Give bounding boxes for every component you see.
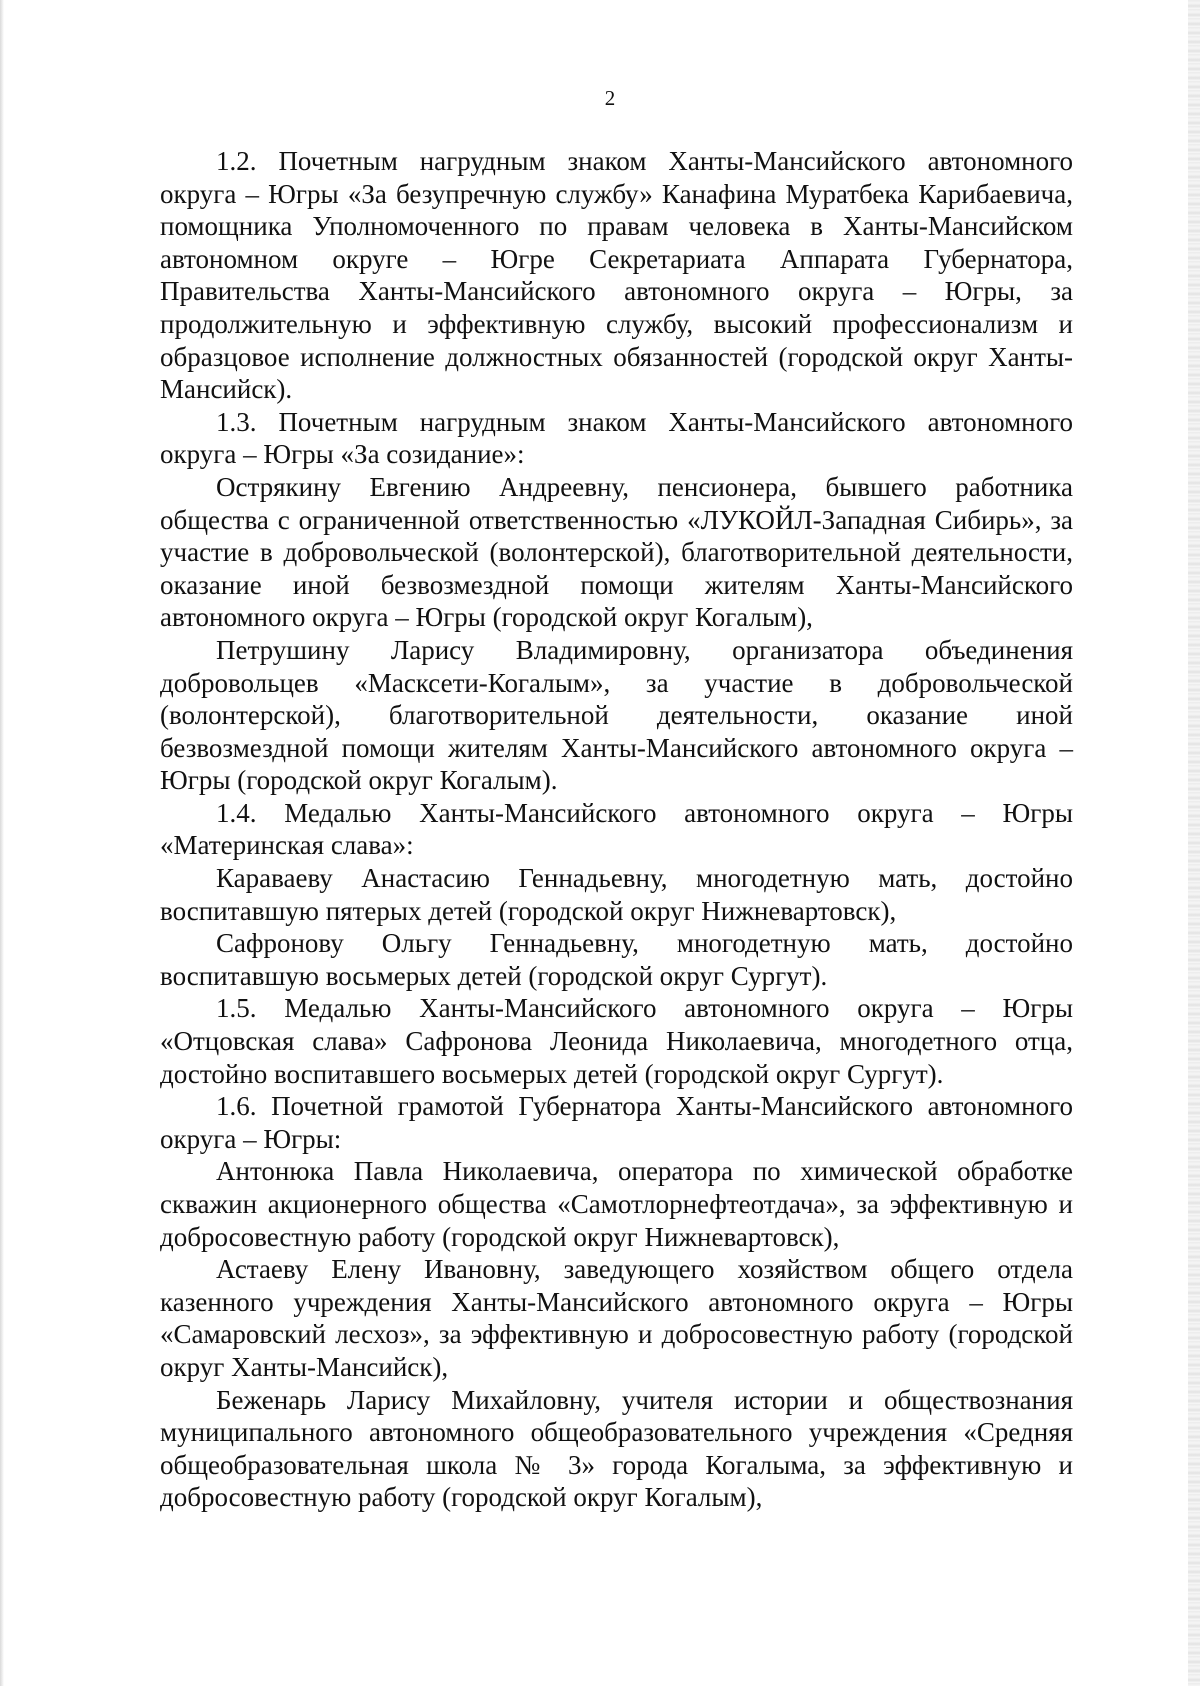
- scan-edge-right: [1188, 0, 1200, 1686]
- document-body: [160, 145, 1073, 1514]
- paragraph-bezhenar: Беженарь Ларису Михайловну, учителя истории и обществознания муниципального автономного общеобразовательного учреждения «Средняя общеобразовательная школа № 3» города Когалыма, за эффективную и добросовестную работу (городской округ Когалым),: [160, 1384, 1073, 1513]
- paragraph-1-5: 1.5. Медалью Ханты-Мансийского автономного округа – Югры «Отцовская слава» Сафронова Леонида Николаевича, многодетного отца, достойно воспитавшего восьмерых детей (городской округ Сургут).: [160, 993, 1073, 1089]
- paragraph-astaeva: Астаеву Елену Ивановну, заведующего хозяйством общего отдела казенного учреждения Ханты-Мансийского автономного округа – Югры «Самаровский лесхоз», за эффективную и добросовестную работу (городской округ Ханты-Мансийск),: [160, 1254, 1073, 1382]
- paragraph-1-6: 1.6. Почетной грамотой Губернатора Ханты-Мансийского автономного округа – Югры:: [160, 1091, 1073, 1154]
- paragraph-antonyuk: Антонюка Павла Николаевича, оператора по химической обработке скважин акционерного общества «Самотлорнефтеотдача», за эффективную и добросовестную работу (городской округ Нижневартовск),: [160, 1156, 1073, 1252]
- scan-edge-left: [0, 0, 4, 1686]
- paragraph-1-3: 1.3. Почетным нагрудным знаком Ханты-Мансийского автономного округа – Югры «За созидание»:: [160, 406, 1073, 470]
- paragraph-safronova: Сафронову Ольгу Геннадьевну, многодетную мать, достойно воспитавшую восьмерых детей (городской округ Сургут).: [160, 928, 1073, 991]
- paragraph-1-4: 1.4. Медалью Ханты-Мансийского автономного округа – Югры «Материнская слава»:: [160, 797, 1073, 861]
- paragraph-petrushina: Петрушину Ларису Владимировну, организатора объединения добровольцев «Масксети-Когалым», за участие в добровольческой (волонтерской), благотворительной деятельности, оказание иной безвозмездной помощи жителям Ханты-Мансийского автономного округа – Югры (городской округ Когалым).: [160, 634, 1073, 796]
- paragraph-karavaeva: Караваеву Анастасию Геннадьевну, многодетную мать, достойно воспитавшую пятерых детей (городской округ Нижневартовск),: [160, 863, 1073, 926]
- paragraph-ostryakina: Острякину Евгению Андреевну, пенсионера, бывшего работника общества с ограниченной ответственностью «ЛУКОЙЛ-Западная Сибирь», за участие в добровольческой (волонтерской), благотворительной деятельности, оказание иной безвозмездной помощи жителям Ханты-Мансийского автономного округа – Югры (городской округ Когалым),: [160, 471, 1073, 633]
- paragraph-1-2: 1.2. Почетным нагрудным знаком Ханты-Мансийского автономного округа – Югры «За безупречную службу» Канафина Муратбека Карибаевича, помощника Уполномоченного по правам человека в Ханты-Мансийском автономном округе – Югре Секретариата Аппарата Губернатора, Правительства Ханты-Мансийского автономного округа – Югры, за продолжительную и эффективную службу, высокий профессионализм и образцовое исполнение должностных обязанностей (городской округ Ханты-Мансийск).: [160, 146, 1073, 405]
- page-number: 2: [604, 86, 616, 110]
